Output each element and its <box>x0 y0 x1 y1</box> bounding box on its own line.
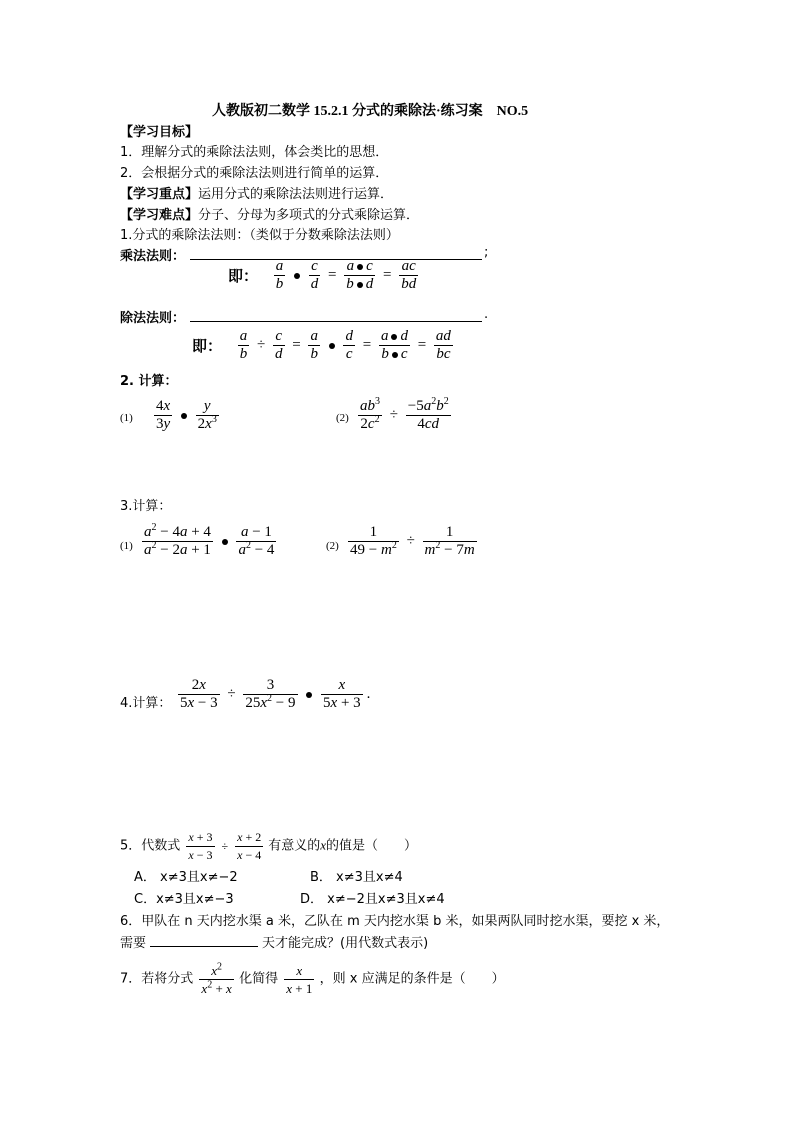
q5-option-a[interactable]: A． x≠3且x≠−2 <box>134 870 238 885</box>
q5-stem: 5．代数式 $\frac{x + 3}{x - 3}$ ÷ $\frac{x + 2}{x - 4}$ 有意义的x的值是（ ） <box>120 830 418 862</box>
section2-heading: 2. 计算： <box>120 374 178 389</box>
q5-end: 的值是（ ） <box>326 838 418 854</box>
div-rule-formula: 即： $\frac{a}{b}$ ÷ $\frac{c}{d}$ = $\frac{a}{b}$ $\frac{d}{c}$ = $\frac{\text{a d}}{\text{b c}}$ = $\frac{ad}{bc}$ <box>192 328 451 362</box>
mult-ji-label: 即： <box>228 267 259 285</box>
s2-label-2: (2) <box>336 412 349 424</box>
section1-heading: 1.分式的乘除法法则：（类似于分数乘除法法则） <box>120 228 399 243</box>
s3-expr-1: $\frac{a^2 - 4a + 4}{a^2 - 2a + 1}$ $\frac{a - 1}{a^2 - 4}$ <box>144 522 275 558</box>
q5-suffix: 有意义的 <box>268 838 321 854</box>
page-title: 人教版初二数学 15.2.1 分式的乘除法·练习案 NO.5 <box>212 104 529 119</box>
q7-suffix: ，则 x 应满足的条件是（ ） <box>319 971 505 987</box>
q5-option-c[interactable]: C．x≠3且x≠−3 <box>134 892 234 907</box>
difficulty-text: 分子、分母为多项式的分式乘除运算． <box>198 208 420 223</box>
section4-heading: 4.计算： <box>120 696 172 711</box>
div-rule-blank[interactable] <box>190 321 482 322</box>
s4-expr: $\frac{2x}{5x - 3}$ ÷ $\frac{3}{25x^2 - 9}$ $\frac{x}{5x + 3}$ . <box>180 677 371 711</box>
q5-option-b[interactable]: B． x≠3且x≠4 <box>310 870 403 885</box>
div-rule-label: 除法法则： <box>120 311 186 326</box>
q7-prefix: 7．若将分式 <box>120 971 194 987</box>
goal-item-1: 1．理解分式的乘除法法则，体会类比的思想． <box>120 145 389 160</box>
s3-expr-2: $\frac{1}{49 - m^2}$ ÷ $\frac{1}{m^2 - 7m}$ <box>350 524 475 558</box>
mult-rule-formula: 即： $\frac{a}{b}$ $\frac{c}{d}$ = $\frac{\text{a c}}{\text{b d}}$ = $\frac{ac}{bd}$ <box>228 258 417 292</box>
q5-prefix: 5．代数式 <box>120 838 181 854</box>
s2-expr-1: $\frac{4x}{3y}$ $\frac{y}{2x^3}$ <box>156 398 217 432</box>
q6-answer-blank[interactable] <box>150 946 258 947</box>
multiply-dot-icon <box>294 273 300 279</box>
q6-line-1: 6．甲队在 n 天内挖水渠 a 米，乙队在 m 天内挖水渠 b 米，如果两队同时挖水渠，要挖 x 米， <box>120 914 670 929</box>
s3-label-1: (1) <box>120 540 133 552</box>
q7-middle: 化简得 <box>239 971 279 987</box>
goals-heading: 【学习目标】 <box>120 125 199 140</box>
q7-stem: 7．若将分式 $\frac{x^2}{x^2 + x}$ 化简得 $\frac{x}{x + 1}$ ，则 x 应满足的条件是（ ） <box>120 961 505 996</box>
key-point-text: 运用分式的乘除法法则进行运算． <box>198 187 394 202</box>
mult-rule-end: ; <box>484 245 489 260</box>
difficulty-label: 【学习难点】 <box>120 208 199 223</box>
q5-option-d[interactable]: D． x≠−2且x≠3且x≠4 <box>300 892 445 907</box>
goal-item-2: 2．会根据分式的乘除法法则进行简单的运算． <box>120 166 389 181</box>
s2-expr-2: $\frac{ab^3}{2c^2}$ ÷ $\frac{-5a^2b^2}{4cd}$ <box>360 396 449 432</box>
s2-label-1: (1) <box>120 412 133 424</box>
key-point <box>120 183 393 202</box>
q6-line-2-b: 天才能完成？(用代数式表示) <box>262 936 429 951</box>
key-point-label: 【学习重点】 <box>120 187 199 202</box>
div-ji-label: 即： <box>192 337 223 355</box>
q6-line-2-a: 需要 <box>120 936 147 951</box>
div-rule-end: . <box>484 307 489 322</box>
section3-heading: 3.计算： <box>120 499 172 514</box>
q5-var: x <box>320 837 327 853</box>
s3-label-2: (2) <box>326 540 339 552</box>
difficulty <box>120 204 419 223</box>
mult-rule-label: 乘法法则： <box>120 249 186 264</box>
